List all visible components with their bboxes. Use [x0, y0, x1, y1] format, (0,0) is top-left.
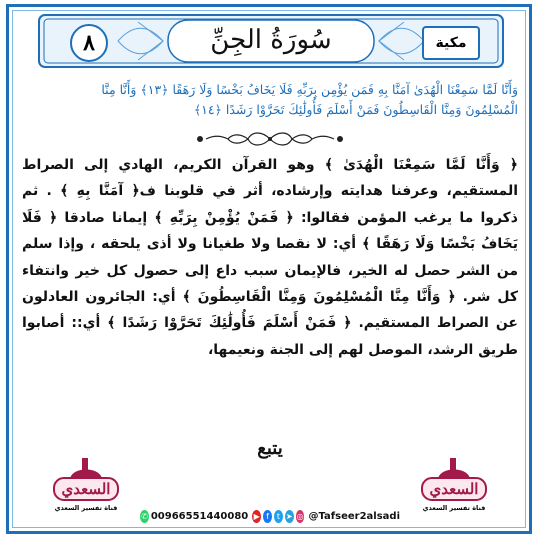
continue-label: يتبع: [257, 438, 283, 459]
surah-header: [38, 14, 504, 68]
social-handle[interactable]: @Tafseer2alsadi: [308, 510, 400, 522]
verse-line: الْمُسْلِمُونَ وَمِنَّا الْقَاسِطُونَ فَمَنْ أَسْلَمَ فَأُولَٰئِكَ تَحَرَّوْا رَشَدًا ﴿١٤﴾: [193, 102, 518, 117]
verse-line: وَأَنَّا لَمَّا سَمِعْنَا الْهُدَىٰ آمَنَّا بِهِ فَمَن يُؤْمِن بِرَبِّهِ فَلَا يَخَافُ بَخْسًا وَلَا رَهَقًا ﴿١٣﴾ وَأَنَّا مِنَّا: [101, 82, 518, 97]
telegram-icon[interactable]: ➤: [285, 511, 293, 521]
logo-word: السعدي: [429, 480, 479, 498]
surah-title: سُورَةُ الجِنِّ: [210, 25, 332, 55]
logo-caption: قناة تفسير السعدي: [422, 504, 486, 512]
twitter-icon[interactable]: t: [274, 510, 283, 523]
phone-number[interactable]: 00966551440080: [150, 510, 249, 522]
channel-logo: [416, 458, 492, 520]
logo-word: السعدي: [61, 480, 111, 498]
quran-verses: [22, 80, 518, 120]
ornament-divider: [192, 128, 348, 150]
facebook-icon[interactable]: f: [263, 510, 272, 523]
contact-bar: [140, 507, 400, 525]
tafsir-text: ﴿ وَأَنَّا لَمَّا سَمِعْنَا الْهُدَىٰ ﴾ وهو القرآن الكريم، الهادي إلى الصراط المستقيم، وعرفنا هدايته وإرشاده، أثر في قلوبنا ف﴿ آمَنَّا بِهِ ﴾ . ثم ذكروا ما يرغب المؤمن فقالوا: ﴿ فَمَنْ يُؤْمِنْ بِرَبِّهِ ﴾ إيمانا صادقا ﴿ فَلَا يَخَافُ بَخْسًا وَلَا رَهَقًا ﴾ أي: لا نقصا ولا طغيانا ولا أذى يلحقه ، وإذا سلم من الشر حصل له الخير، فالإيمان سبب داع إلى حصول كل خير وانتفاء كل شر. ﴿ وَأَنَّا مِنَّا الْمُسْلِمُونَ وَمِنَّا الْقَاسِطُونَ ﴾ أي: الجائرون العادلون عن الصراط المستقيم. ﴿ فَمَنْ أَسْلَمَ فَأُولَٰئِكَ تَحَرَّوْا رَشَدًا ﴾ أي:: أصابوا طريق الرشد، الموصل لهم إلى الجنة ونعيمها،: [22, 157, 518, 358]
instagram-icon[interactable]: ◎: [296, 511, 304, 521]
youtube-icon[interactable]: ▶: [253, 511, 260, 521]
surah-type-badge: مكية: [422, 26, 480, 60]
surah-number: ٨: [70, 24, 108, 62]
channel-logo: [48, 458, 124, 520]
whatsapp-icon[interactable]: ✆: [141, 511, 148, 521]
logo-caption: قناة تفسير السعدي: [54, 504, 118, 512]
